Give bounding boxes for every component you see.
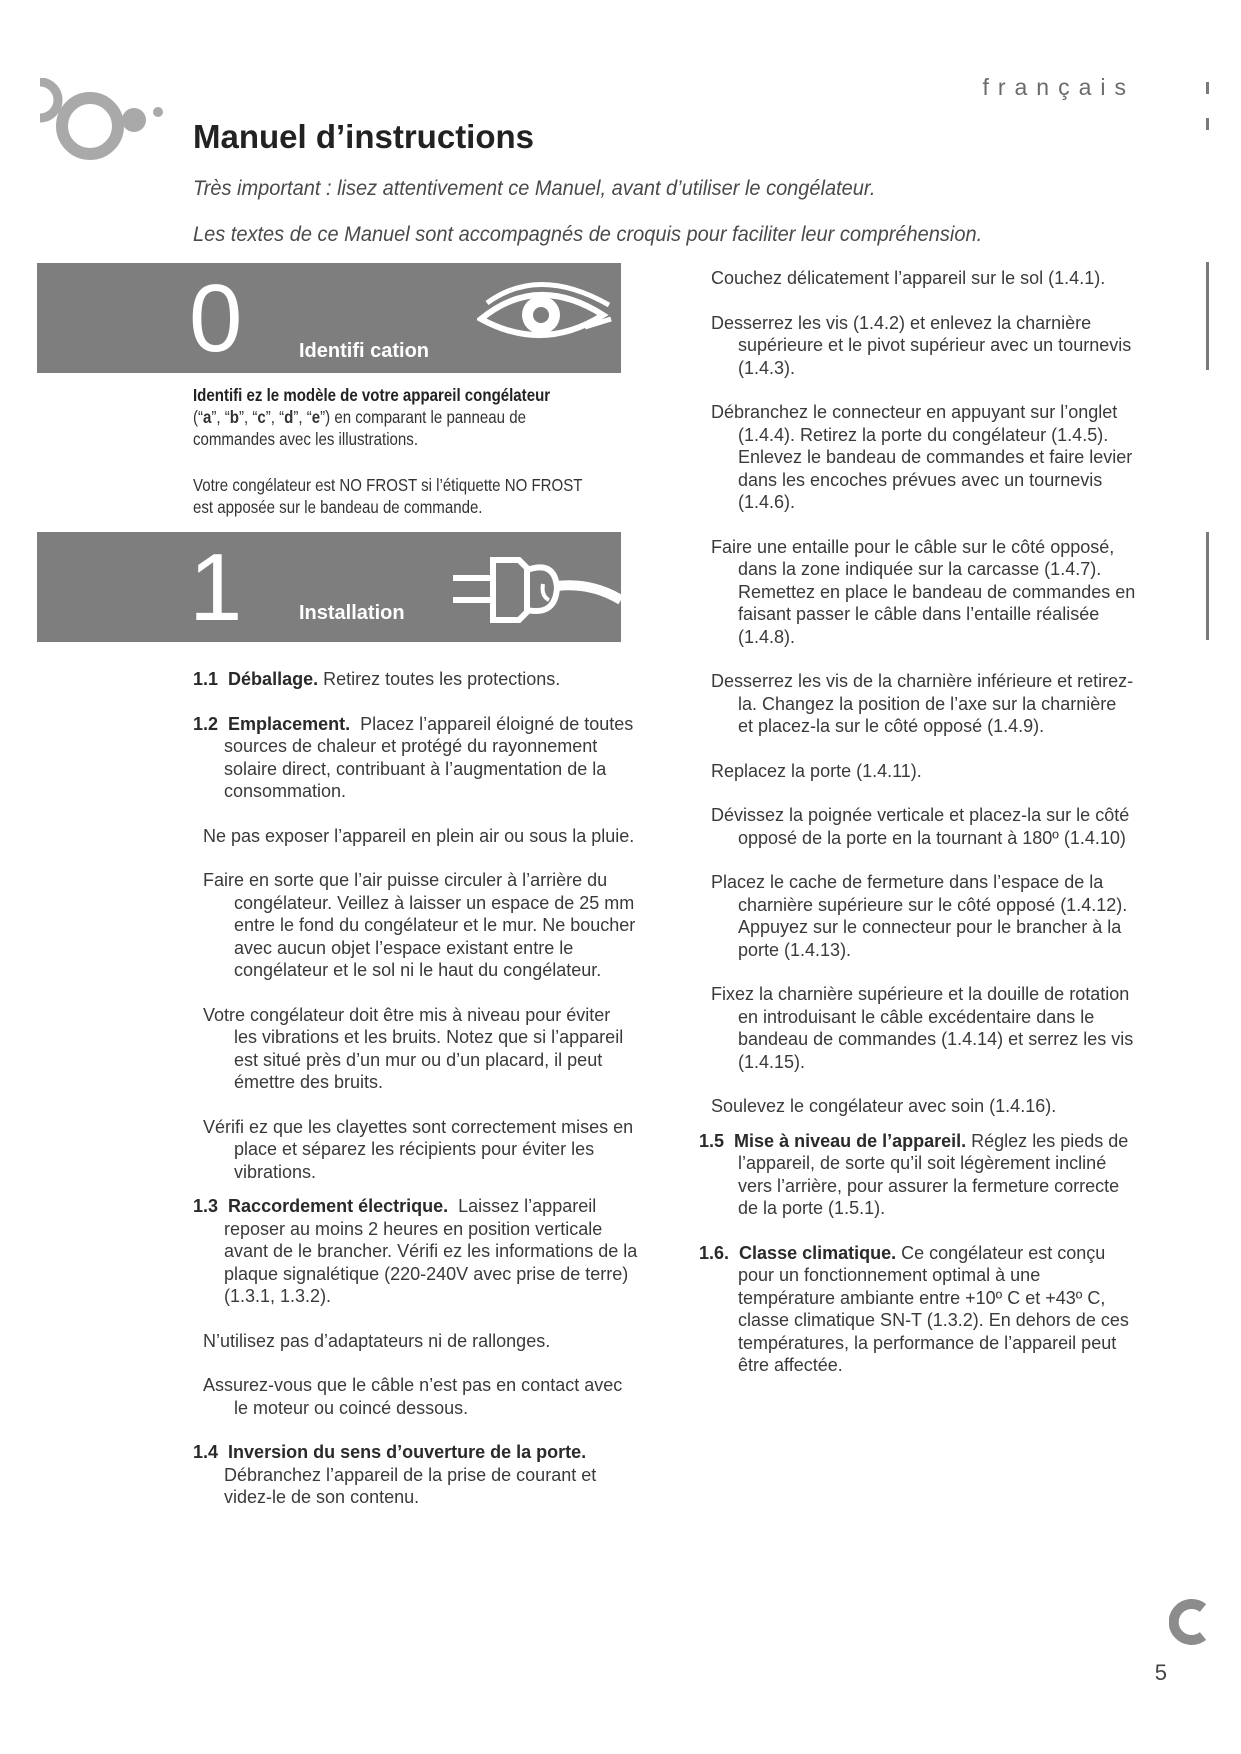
- intro-line: Les textes de ce Manuel sont accompagnés de croquis pour faciliter leur compréhension.: [193, 222, 983, 246]
- eye-icon: [477, 275, 613, 351]
- language-label: français: [982, 74, 1135, 100]
- section-number: 1: [189, 534, 243, 641]
- list-item: N’utilisez pas d’adaptateurs ni de rallonges.: [203, 1330, 551, 1351]
- section-label: Identifi cation: [299, 340, 429, 362]
- page-edge-marker: [1206, 118, 1209, 130]
- identification-text: Identifi ez le modèle de votre appareil congélateur: [193, 385, 551, 405]
- section-banner-installation: [37, 532, 621, 642]
- plug-icon: [445, 548, 621, 628]
- model-letter: e: [311, 407, 321, 427]
- list-item: Votre congélateur doit être mis à niveau pour éviter les vibrations et les bruits. Notez que si l’appareil est situé près d’un mur ou d’un placard, il peut émettre des bruits.: [203, 1004, 624, 1092]
- list-item: Replacez la porte (1.4.11).: [711, 760, 922, 781]
- list-item: 1.6. Classe climatique. Ce congélateur est conçu pour un fonctionnement optimal à une température ambiante entre +10º C et +43º C, classe climatique SN-T (1.3.2). En dehors de ces températures, la performance de l’appareil peut être affectée.: [699, 1242, 1129, 1375]
- nofrost-text: est apposée sur le bandeau de commande.: [193, 497, 483, 517]
- identification-text: commandes avec les illustrations.: [193, 429, 419, 449]
- list-item: Vérifi ez que les clayettes sont correctement mises en place et séparez les récipients pour éviter les vibrations.: [203, 1116, 634, 1182]
- list-item: 1.5 Mise à niveau de l’appareil. Réglez les pieds de l’appareil, de sorte qu’il soit légèrement incliné vers l’arrière, pour assurer la fermeture correcte de la porte (1.5.1).: [699, 1130, 1129, 1218]
- list-item: 1.3 Raccordement électrique. Laissez l’appareil reposer au moins 2 heures en position verticale avant de le brancher. Vérifi ez les informations de la plaque signalétique (220-240V avec prise de terre) (1.3.1, 1.3.2).: [193, 1196, 638, 1306]
- section-label: Installation: [299, 602, 405, 624]
- page-edge-marker: [1206, 262, 1209, 370]
- list-item: Soulevez le congélateur avec soin (1.4.16).: [711, 1096, 1057, 1116]
- list-item: Placez le cache de fermeture dans l’espace de la charnière supérieure sur le côté opposé (1.4.12). Appuyez sur le connecteur pour le brancher à la porte (1.4.13).: [711, 872, 1128, 960]
- list-item: Dévissez la poignée verticale et placez-la sur le côté opposé de la porte en la tournant à 180º (1.4.10): [711, 805, 1130, 848]
- list-item: Faire en sorte que l’air puisse circuler à l’arrière du congélateur. Veillez à laisser un espace de 25 mm entre le fond du congélateur et le mur. Ne boucher avec aucun objet l’espace existant entre le congélateur et le sol ni le haut du congélateur.: [203, 870, 636, 980]
- footer-logo-icon: [1169, 1598, 1209, 1646]
- list-item: Faire une entaille pour le câble sur le côté opposé, dans la zone indiquée sur la carcasse (1.4.7). Remettez en place le bandeau de commandes en faisant passer le câble dans l’entaille réalisée (1.4.8).: [711, 536, 1136, 647]
- right-column: [699, 267, 1136, 1399]
- section-number: 0: [189, 265, 243, 372]
- section-banner-identification: [37, 263, 621, 373]
- list-item: Débranchez le connecteur en appuyant sur l’onglet (1.4.4). Retirez la porte du congélateur (1.4.5). Enlevez le bandeau de commandes et faire levier dans les encoches prévues avec un tournevis (1.4.6).: [711, 402, 1133, 512]
- page-edge-marker: [1206, 82, 1209, 94]
- model-letter: a: [203, 407, 212, 427]
- list-item: Fixez la charnière supérieure et la douille de rotation en introduisant le câble excédentaire dans le bandeau de commandes (1.4.14) et serrez les vis (1.4.15).: [711, 984, 1134, 1072]
- list-item: 1.1 Déballage. Retirez toutes les protections.: [193, 669, 561, 689]
- model-letter: c: [257, 407, 266, 427]
- list-item: 1.2 Emplacement. Placez l’appareil éloigné de toutes sources de chaleur et protégé du rayonnement solaire direct, contribuant à l’augmentation de la consommation.: [193, 713, 634, 801]
- list-item: Ne pas exposer l’appareil en plein air ou sous la pluie.: [203, 825, 635, 846]
- model-letter: b: [229, 407, 239, 427]
- page-number: 5: [1154, 1660, 1167, 1685]
- page-edge-marker: [1206, 532, 1209, 640]
- list-item: Desserrez les vis de la charnière inférieure et retirez-la. Changez la position de l’axe sur la charnière et placez-la sur le côté opposé (1.4.9).: [711, 671, 1134, 736]
- identification-text: (“a”, “b”, “c”, “d”, “e”) en comparant le panneau de: [193, 407, 526, 427]
- intro-line: Très important : lisez attentivement ce Manuel, avant d’utiliser le congélateur.: [193, 176, 876, 200]
- left-column: [193, 668, 638, 1531]
- list-item: Desserrez les vis (1.4.2) et enlevez la charnière supérieure et le pivot supérieur avec un tournevis (1.4.3).: [711, 312, 1132, 378]
- list-item: 1.4 Inversion du sens d’ouverture de la porte. Débranchez l’appareil de la prise de courant et videz-le de son contenu.: [193, 1442, 597, 1507]
- list-item: Assurez-vous que le câble n’est pas en contact avec le moteur ou coincé dessous.: [203, 1375, 623, 1418]
- page-title: Manuel d’instructions: [193, 118, 535, 155]
- list-item: Couchez délicatement l’appareil sur le sol (1.4.1).: [711, 268, 1106, 288]
- nofrost-text: Votre congélateur est NO FROST si l’étiquette NO FROST: [193, 475, 583, 495]
- brand-logo-icon: [32, 78, 172, 178]
- model-letter: d: [284, 407, 294, 427]
